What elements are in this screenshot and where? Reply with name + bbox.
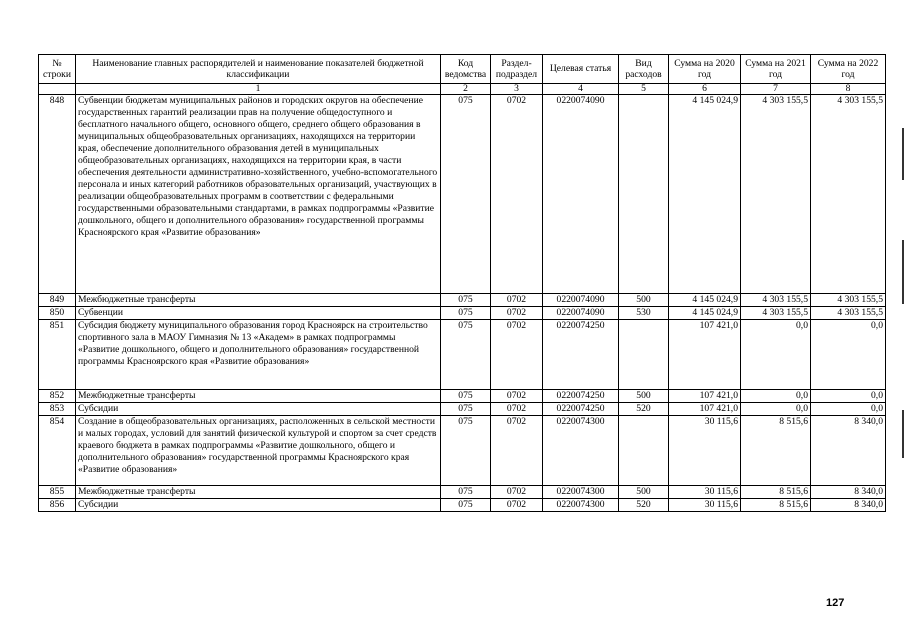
- row-sum-2022: 4 303 155,5: [811, 307, 886, 320]
- table-row: [39, 416, 886, 486]
- row-number: 851: [39, 320, 76, 390]
- row-name: Субсидии: [76, 499, 441, 512]
- row-department-code: 075: [441, 390, 491, 403]
- row-section: 0702: [491, 416, 543, 486]
- row-sum-2022: 4 303 155,5: [811, 294, 886, 307]
- row-sum-2021: 4 303 155,5: [741, 294, 811, 307]
- column-number: 3: [491, 84, 543, 95]
- row-target-article: 0220074300: [543, 499, 619, 512]
- header-sum-2022: Сумма на 2022 год: [811, 55, 886, 84]
- row-target-article: 0220074090: [543, 294, 619, 307]
- row-sum-2022: 0,0: [811, 403, 886, 416]
- row-name: Межбюджетные трансферты: [76, 294, 441, 307]
- row-sum-2022: 8 340,0: [811, 486, 886, 499]
- row-sum-2021: 0,0: [741, 390, 811, 403]
- row-department-code: 075: [441, 307, 491, 320]
- column-number: 6: [669, 84, 741, 95]
- header-expense-type: Вид расходов: [619, 55, 669, 84]
- row-name: Субвенции: [76, 307, 441, 320]
- row-number: 852: [39, 390, 76, 403]
- row-target-article: 0220074090: [543, 307, 619, 320]
- table-row: [39, 403, 886, 416]
- row-sum-2021: 8 515,6: [741, 499, 811, 512]
- row-number: 850: [39, 307, 76, 320]
- column-number: [39, 84, 76, 95]
- table-row: [39, 499, 886, 512]
- row-name: Создание в общеобразовательных организациях, расположенных в сельской местности и малых городах, условий для занятий физической культурой и спортом за счет средств краевого бюджета в рамках подпрограммы «Развитие дошкольного, общего и дополнительного образования» государственной программы Красноярского края «Развитие образования»: [76, 416, 441, 486]
- row-sum-2021: 4 303 155,5: [741, 95, 811, 294]
- column-number: 2: [441, 84, 491, 95]
- header-name: Наименование главных распорядителей и наименование показателей бюджетной классификации: [76, 55, 441, 84]
- header-sum-2021: Сумма на 2021 год: [741, 55, 811, 84]
- row-sum-2020: 4 145 024,9: [669, 294, 741, 307]
- row-section: 0702: [491, 403, 543, 416]
- row-expense-type: 520: [619, 499, 669, 512]
- row-department-code: 075: [441, 499, 491, 512]
- row-number: 856: [39, 499, 76, 512]
- row-section: 0702: [491, 390, 543, 403]
- table-row: [39, 390, 886, 403]
- row-expense-type: 500: [619, 390, 669, 403]
- row-sum-2020: 107 421,0: [669, 320, 741, 390]
- header-target-article: Целевая статья: [543, 55, 619, 84]
- budget-table: [38, 54, 886, 512]
- row-sum-2021: 4 303 155,5: [741, 307, 811, 320]
- table-row: [39, 307, 886, 320]
- row-section: 0702: [491, 499, 543, 512]
- row-sum-2022: 8 340,0: [811, 416, 886, 486]
- row-expense-type: [619, 95, 669, 294]
- table-row: [39, 294, 886, 307]
- column-number: 8: [811, 84, 886, 95]
- row-department-code: 075: [441, 294, 491, 307]
- scan-edge-mark: [902, 128, 904, 180]
- row-expense-type: 520: [619, 403, 669, 416]
- row-sum-2020: 4 145 024,9: [669, 307, 741, 320]
- row-name: Субсидии: [76, 403, 441, 416]
- row-number: 855: [39, 486, 76, 499]
- row-target-article: 0220074250: [543, 390, 619, 403]
- row-sum-2021: 8 515,6: [741, 486, 811, 499]
- row-target-article: 0220074250: [543, 403, 619, 416]
- row-expense-type: 500: [619, 486, 669, 499]
- column-number: 1: [76, 84, 441, 95]
- row-department-code: 075: [441, 95, 491, 294]
- scan-edge-mark: [902, 240, 904, 304]
- row-sum-2022: 4 303 155,5: [811, 95, 886, 294]
- row-sum-2021: 0,0: [741, 320, 811, 390]
- row-name: Межбюджетные трансферты: [76, 390, 441, 403]
- row-department-code: 075: [441, 486, 491, 499]
- header-section: Раздел-подраздел: [491, 55, 543, 84]
- column-number: 7: [741, 84, 811, 95]
- row-name: Субвенции бюджетам муниципальных районов и городских округов на обеспечение государственных гарантий реализации прав на получение общедоступного и бесплатного начального общего, основного общего, среднего общего образования в муниципальных общеобразовательных организациях, находящихся на территории края, обеспечение дополнительного образования детей в муниципальных общеобразовательных организациях, находящихся на территории края, в части обеспечения деятельности административно-хозяйственного, учебно-вспомогательного персонала и иных категорий работников образовательных организаций, участвующих в реализации общеобразовательных программ в соответствии с федеральными государственными образовательными стандартами, в рамках подпрограммы «Развитие дошкольного, общего и дополнительного образования» государственной программы Красноярского края «Развитие образования»: [76, 95, 441, 294]
- header-sum-2020: Сумма на 2020 год: [669, 55, 741, 84]
- table-row: [39, 486, 886, 499]
- row-sum-2022: 0,0: [811, 390, 886, 403]
- row-section: 0702: [491, 307, 543, 320]
- row-sum-2020: 30 115,6: [669, 486, 741, 499]
- scan-edge-mark: [902, 410, 904, 458]
- column-number: 5: [619, 84, 669, 95]
- row-sum-2020: 107 421,0: [669, 403, 741, 416]
- row-target-article: 0220074300: [543, 416, 619, 486]
- row-number: 848: [39, 95, 76, 294]
- row-expense-type: [619, 320, 669, 390]
- row-sum-2021: 0,0: [741, 403, 811, 416]
- row-name: Межбюджетные трансферты: [76, 486, 441, 499]
- row-department-code: 075: [441, 416, 491, 486]
- row-expense-type: [619, 416, 669, 486]
- row-section: 0702: [491, 294, 543, 307]
- row-sum-2020: 30 115,6: [669, 499, 741, 512]
- row-department-code: 075: [441, 403, 491, 416]
- row-target-article: 0220074300: [543, 486, 619, 499]
- header-department-code: Код ведомства: [441, 55, 491, 84]
- row-section: 0702: [491, 95, 543, 294]
- row-expense-type: 530: [619, 307, 669, 320]
- row-sum-2020: 107 421,0: [669, 390, 741, 403]
- row-number: 853: [39, 403, 76, 416]
- row-target-article: 0220074250: [543, 320, 619, 390]
- row-section: 0702: [491, 320, 543, 390]
- header-row-number: № строки: [39, 55, 76, 84]
- row-number: 849: [39, 294, 76, 307]
- row-target-article: 0220074090: [543, 95, 619, 294]
- page-number: 127: [826, 597, 845, 609]
- row-name: Субсидия бюджету муниципального образования город Красноярск на строительство спортивного зала в МАОУ Гимназия № 13 «Академ» в рамках подпрограммы «Развитие дошкольного, общего и дополнительного образования» государственной программы Красноярского края «Развитие образования»: [76, 320, 441, 390]
- row-section: 0702: [491, 486, 543, 499]
- row-sum-2020: 30 115,6: [669, 416, 741, 486]
- row-department-code: 075: [441, 320, 491, 390]
- table-row: [39, 95, 886, 294]
- column-number-row: [39, 84, 886, 95]
- column-number: 4: [543, 84, 619, 95]
- row-number: 854: [39, 416, 76, 486]
- row-sum-2022: 8 340,0: [811, 499, 886, 512]
- row-sum-2020: 4 145 024,9: [669, 95, 741, 294]
- row-sum-2021: 8 515,6: [741, 416, 811, 486]
- row-sum-2022: 0,0: [811, 320, 886, 390]
- table-row: [39, 320, 886, 390]
- row-expense-type: 500: [619, 294, 669, 307]
- table-header-row: [39, 55, 886, 84]
